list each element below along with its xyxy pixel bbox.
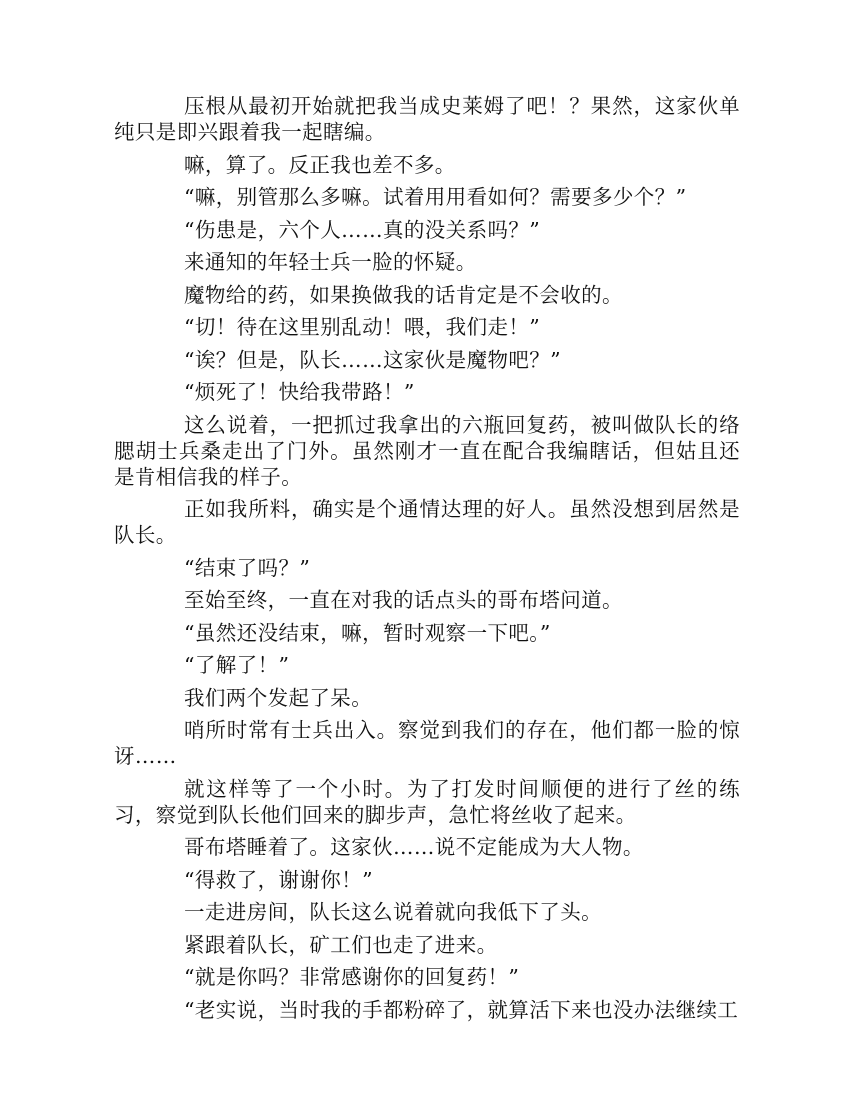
paragraph: “嘛，别管那么多嘛。试着用用看如何？需要多少个？” <box>184 185 687 209</box>
paragraph: “结束了吗？” <box>184 555 311 580</box>
paragraph: 一走进房间，队长这么说着就向我低下了头。 <box>184 900 602 924</box>
paragraph: “切！待在这里别乱动！喂，我们走！” <box>184 315 541 339</box>
paragraph: 正如我所料，确实是个通情达理的好人。虽然没想到居然是队长。 <box>114 497 740 547</box>
paragraph: 嘛，算了。反正我也差不多。 <box>184 152 456 177</box>
paragraph: 至始至终，一直在对我的话点头的哥布塔问道。 <box>184 588 623 612</box>
paragraph: “得救了，谢谢你！” <box>184 867 373 892</box>
paragraph: 这么说着，一把抓过我拿出的六瓶回复药，被叫做队长的络腮胡士兵桑走出了门外。虽然刚才一直在配合我编瞎话，但姑且还是肯相信我的样子。 <box>114 412 740 489</box>
paragraph: 哥布塔睡着了。这家伙……说不定能成为大人物。 <box>184 835 644 859</box>
paragraph: 我们两个发起了呆。 <box>184 685 373 710</box>
paragraph: “就是你吗？非常感谢你的回复药！” <box>184 965 520 989</box>
paragraph: “伤患是，六个人……真的没关系吗？” <box>184 217 541 242</box>
paragraph: 紧跟着队长，矿工们也走了进来。 <box>184 932 498 957</box>
paragraph: 哨所时常有士兵出入。察觉到我们的存在，他们都一脸的惊讶…… <box>114 718 740 768</box>
paragraph: 来通知的年轻士兵一脸的怀疑。 <box>184 250 477 274</box>
paragraph: 魔物给的药，如果换做我的话肯定是不会收的。 <box>184 282 623 307</box>
paragraph: “诶？但是，队长……这家伙是魔物吧？” <box>184 347 562 372</box>
paragraph: “了解了！” <box>184 653 290 677</box>
paragraph: “老实说，当时我的手都粉碎了，就算活下来也没办法继续工 <box>184 997 739 1022</box>
paragraph: “烦死了！快给我带路！” <box>184 380 415 404</box>
paragraph: 压根从最初开始就把我当成史莱姆了吧！？果然，这家伙单纯只是即兴跟着我一起瞎编。 <box>114 94 740 144</box>
paragraph: 就这样等了一个小时。为了打发时间顺便的进行了丝的练习，察觉到队长他们回来的脚步声，急忙将丝收了起来。 <box>114 776 740 827</box>
document-body <box>114 93 740 1029</box>
paragraph: “虽然还没结束，嘛，暂时观察一下吧。” <box>184 620 551 645</box>
